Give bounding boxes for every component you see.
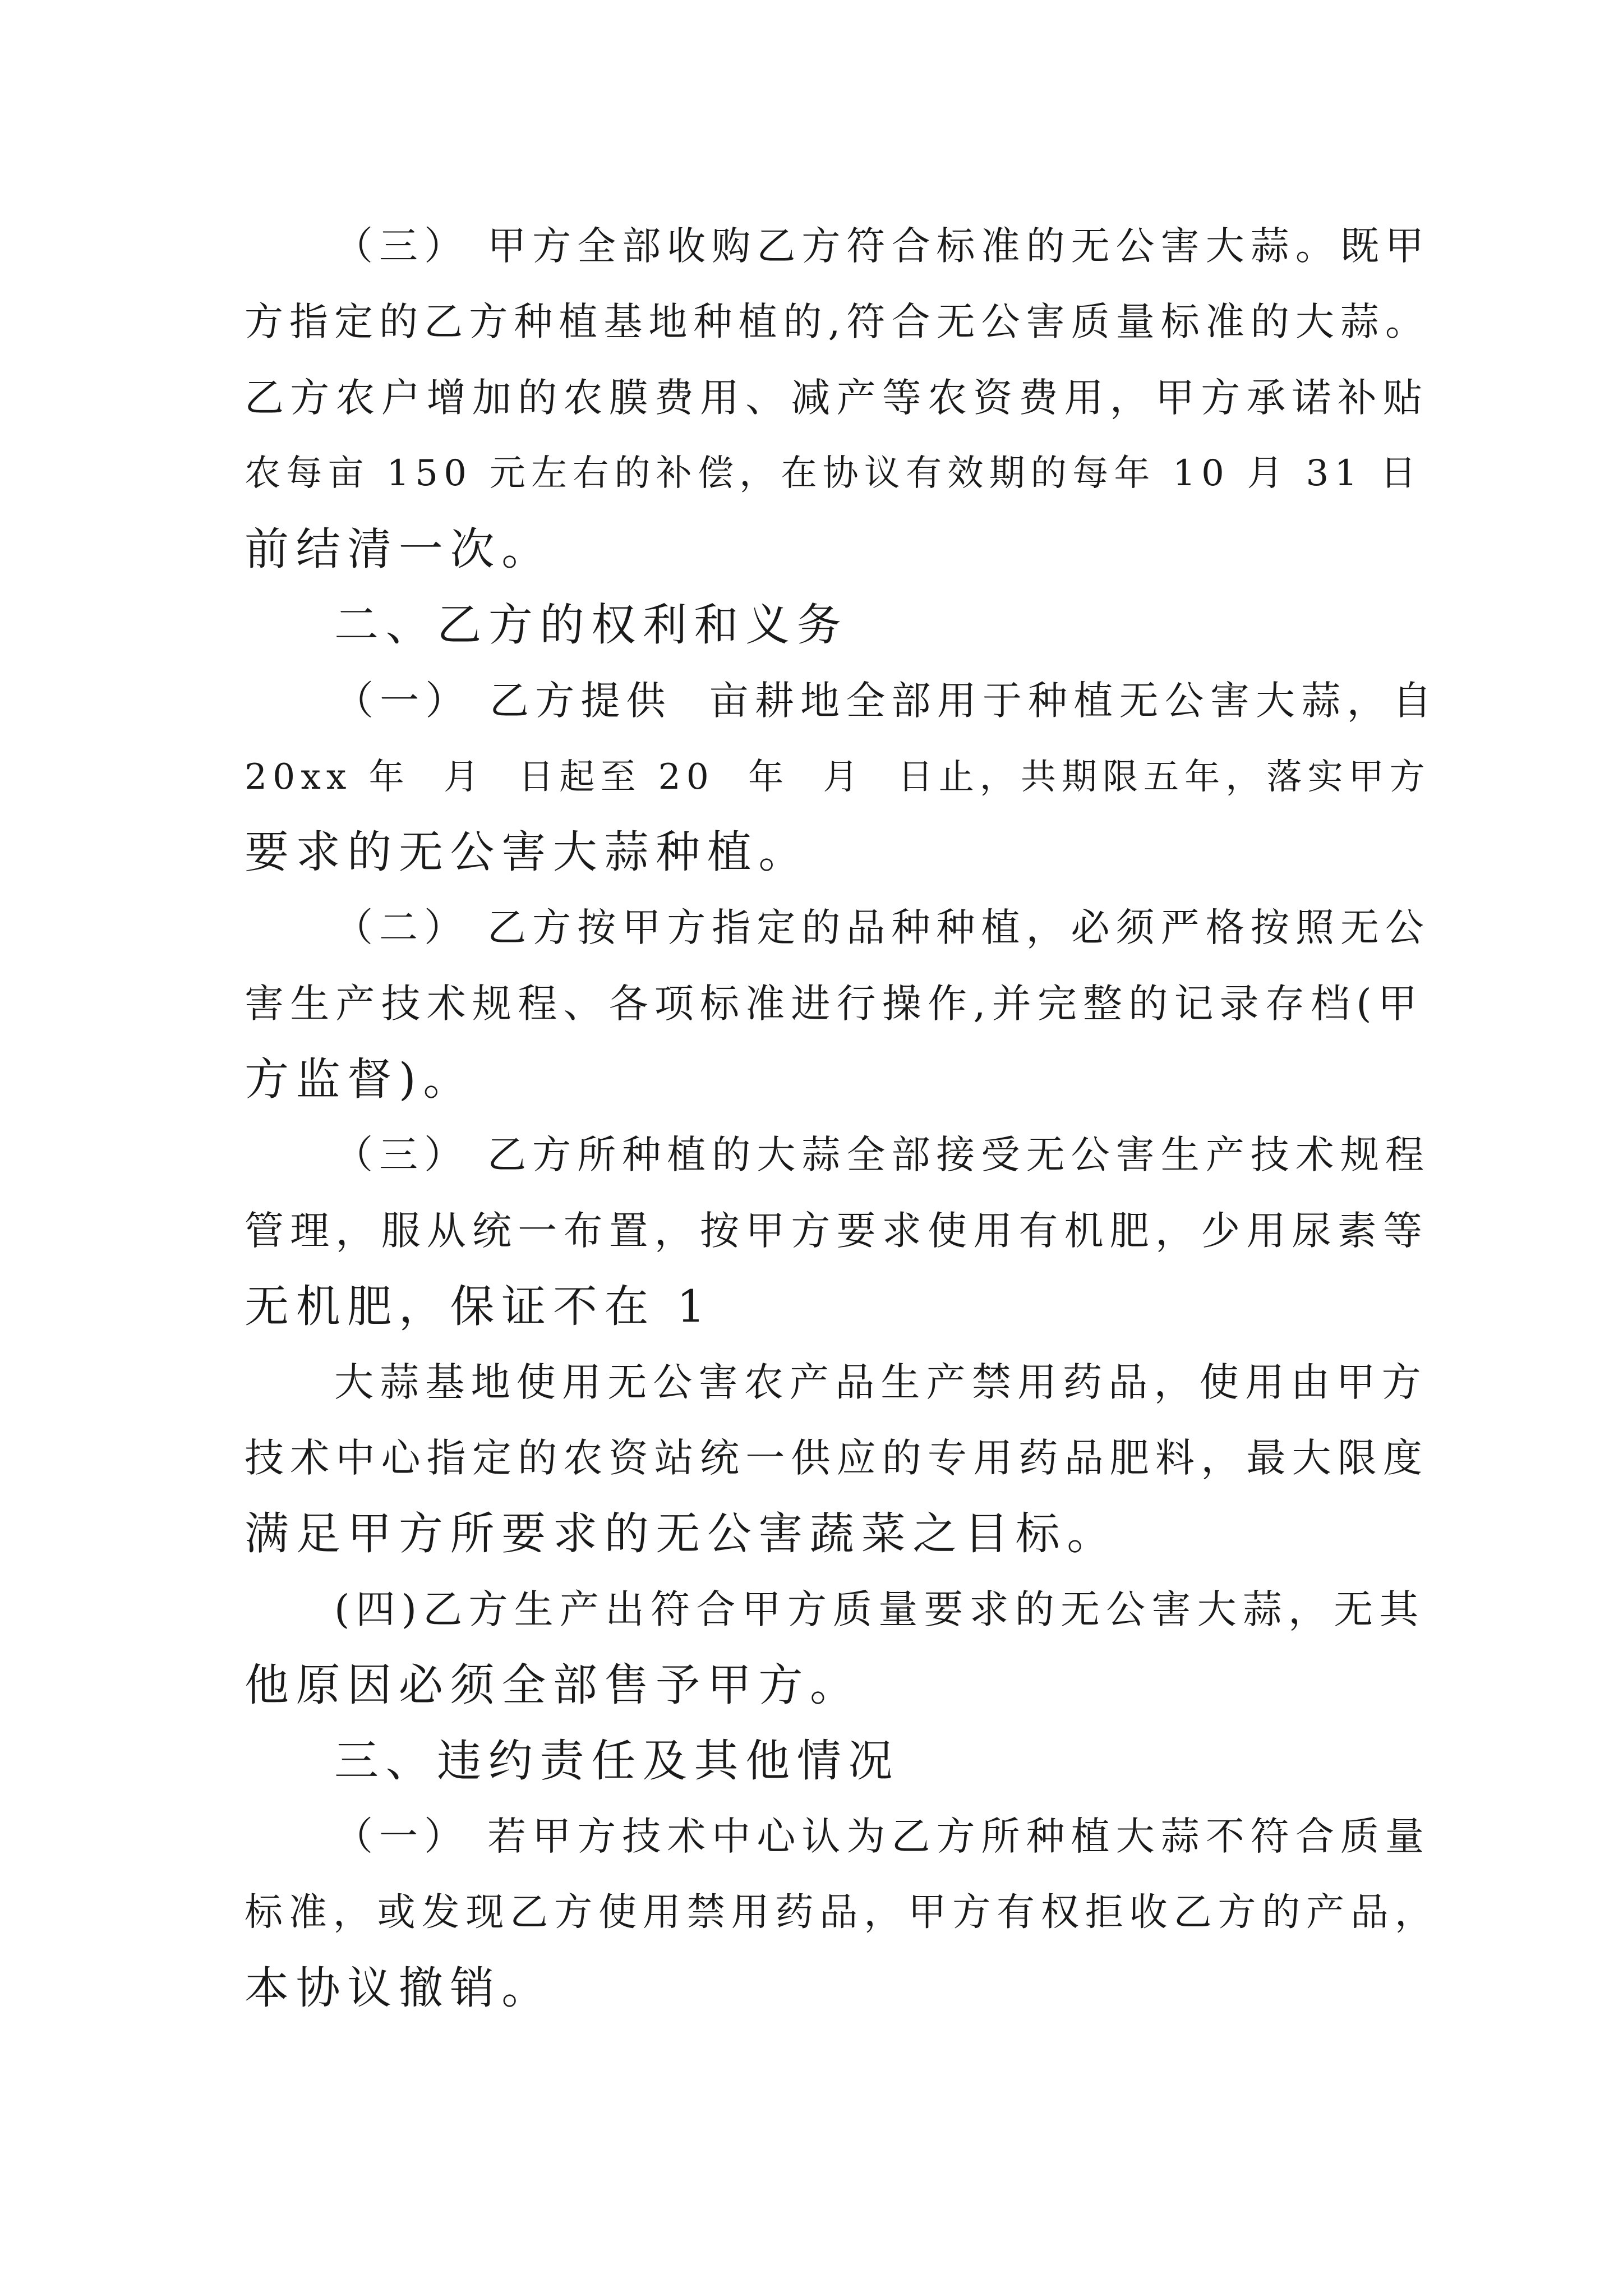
text-line: 要求的无公害大蒜种植。 bbox=[245, 826, 810, 878]
text-line: （一） 乙方提供 亩耕地全部用于种植无公害大蒜，自 bbox=[334, 678, 1438, 724]
text-line: 20xx 年 月 日起至 20 年 月 日止，共期限五年，落实甲方 bbox=[245, 756, 1431, 797]
text-line: 大蒜基地使用无公害农产品生产禁用药品，使用由甲方 bbox=[334, 1359, 1427, 1405]
text-line: （三） 乙方所种植的大蒜全部接受无公害生产技术规程 bbox=[334, 1133, 1430, 1177]
text-line: 技术中心指定的农资站统一供应的专用药品肥料，最大限度 bbox=[245, 1435, 1429, 1481]
section-heading: 二、乙方的权利和义务 bbox=[334, 599, 849, 651]
text-line: (四)乙方生产出符合甲方质量要求的无公害大蒜，无其 bbox=[334, 1586, 1425, 1632]
text-line: 农每亩 150 元左右的补偿，在协议有效期的每年 10 月 31 日 bbox=[245, 453, 1422, 494]
text-line: （三） 甲方全部收购乙方符合标准的无公害大蒜。既甲 bbox=[334, 224, 1430, 269]
text-line: 他原因必须全部售予甲方。 bbox=[245, 1659, 861, 1711]
document-body bbox=[245, 209, 1439, 2026]
text-line: 标准，或发现乙方使用禁用药品，甲方有权拒收乙方的产品， bbox=[245, 1890, 1439, 1935]
text-line: 害生产技术规程、各项标准进行操作,并完整的记录存档(甲 bbox=[245, 981, 1423, 1027]
text-line: 本协议撤销。 bbox=[245, 1962, 553, 2014]
text-line: （一） 若甲方技术中心认为乙方所种植大蒜不符合质量 bbox=[334, 1814, 1430, 1859]
text-line: 满足甲方所要求的无公害蔬菜之目标。 bbox=[245, 1508, 1118, 1559]
text-line: 前结清一次。 bbox=[245, 523, 553, 575]
text-line: 无机肥，保证不在 1 bbox=[245, 1281, 712, 1332]
text-line: 管理，服从统一布置，按甲方要求使用有机肥，少用尿素等 bbox=[245, 1208, 1429, 1254]
text-line: （二） 乙方按甲方指定的品种种植，必须严格按照无公 bbox=[334, 905, 1430, 950]
section-heading: 三、违约责任及其他情况 bbox=[334, 1735, 900, 1787]
text-line: 方监督)。 bbox=[245, 1053, 475, 1105]
text-line: 方指定的乙方种植基地种植的,符合无公害质量标准的大蒜。 bbox=[245, 300, 1431, 344]
text-line: 乙方农户增加的农膜费用、减产等农资费用，甲方承诺补贴 bbox=[245, 375, 1429, 421]
